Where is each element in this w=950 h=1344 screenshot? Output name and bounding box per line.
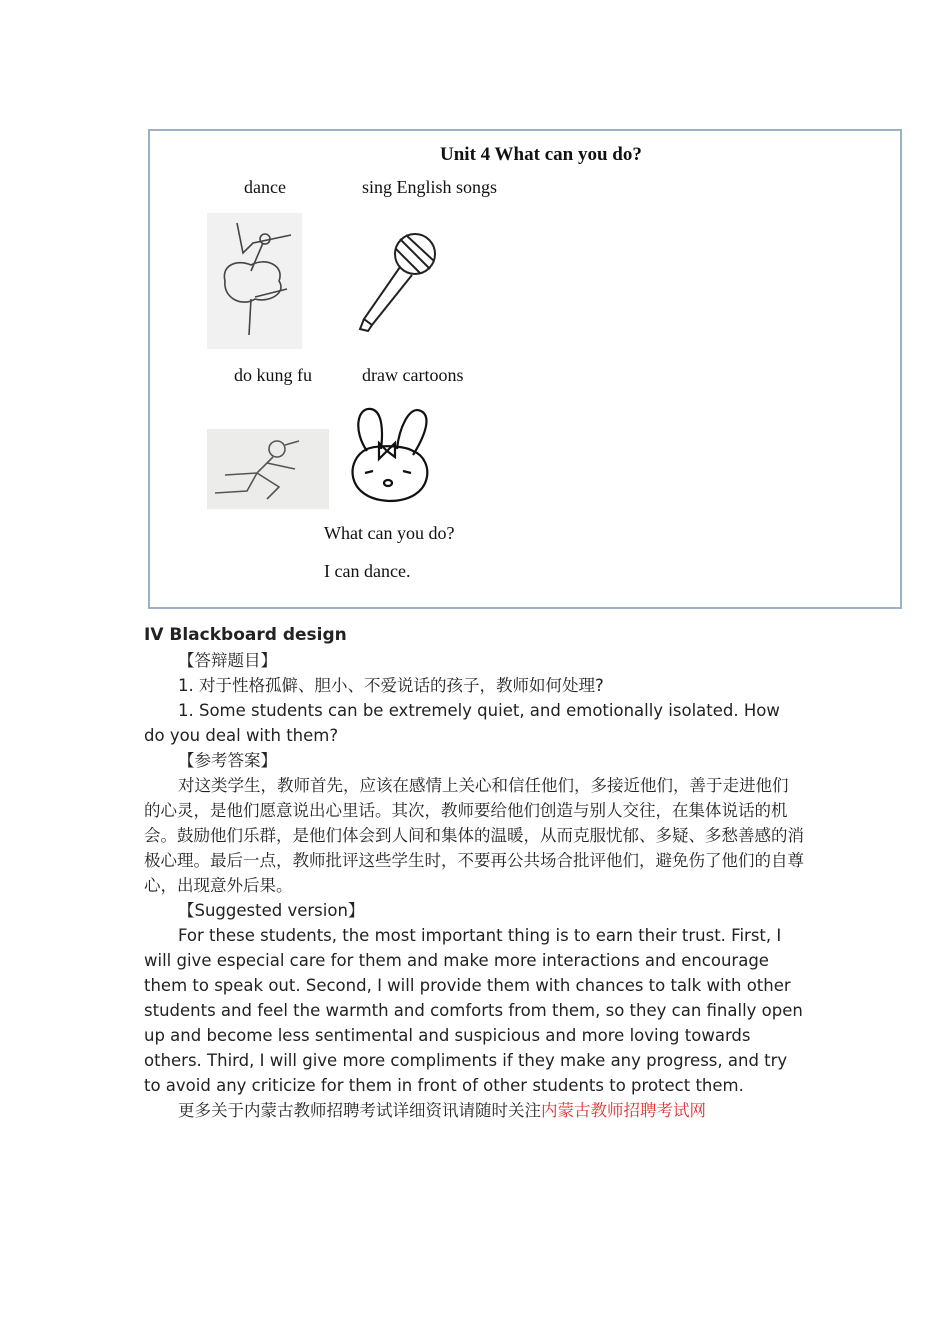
- microphone-drawing: [358, 227, 438, 337]
- content-body: [144, 623, 804, 1123]
- footer-line: [144, 1098, 804, 1123]
- label-cartoons: draw cartoons: [362, 365, 464, 385]
- answer-english: For these students, the most important thing is to earn their trust. First, I will give especial care for them and make more interactions and encourage them to speak out. Second, I will provide them with chances to talk with other students and feel the warmth and comforts from them, so they can finally open up and become less sentimental and suspicious and more loving towards others. Third, I will give more compliments if they make any progress, and try to avoid any criticize for them in front of other students to protect them.: [144, 926, 803, 1095]
- defense-tag: 【答辩题目】: [178, 651, 277, 670]
- answer-chinese: 对这类学生，教师首先，应该在感情上关心和信任他们，多接近他们，善于走进他们的心灵，是他们愿意说出心里话。其次，教师要给他们创造与别人交往，在集体说话的机会。鼓励他们乐群，是他们体会到人间和集体的温暖，从而克服忧郁、多疑、多愁善感的消极心理。最后一点，教师批评这些学生时，不要再公共场合批评他们，避免伤了他们的自尊心，出现意外后果。: [144, 776, 804, 895]
- question-english: 1. Some students can be extremely quiet, and emotionally isolated. How do you deal with them?: [144, 701, 780, 745]
- suggested-version-tag: 【Suggested version】: [178, 901, 365, 920]
- label-dance: dance: [244, 177, 286, 197]
- kung-fu-drawing: [207, 429, 329, 509]
- dancer-drawing: [207, 213, 302, 349]
- answer-line: I can dance.: [324, 561, 411, 581]
- question-line: What can you do?: [324, 523, 455, 543]
- label-sing: sing English songs: [362, 177, 498, 197]
- blackboard-design-box: [148, 129, 902, 609]
- reference-answer-tag: 【参考答案】: [178, 751, 277, 770]
- footer-link[interactable]: 内蒙古教师招聘考试网: [541, 1101, 706, 1120]
- board-title: Unit 4 What can you do?: [440, 144, 642, 165]
- footer-text: 更多关于内蒙古教师招聘考试详细资讯请随时关注: [178, 1101, 541, 1120]
- label-kung-fu: do kung fu: [234, 365, 312, 385]
- section-heading: IV Blackboard design: [144, 625, 347, 645]
- bunny-drawing: [343, 403, 439, 507]
- question-chinese: 1. 对于性格孤僻、胆小、不爱说话的孩子，教师如何处理?: [178, 676, 604, 695]
